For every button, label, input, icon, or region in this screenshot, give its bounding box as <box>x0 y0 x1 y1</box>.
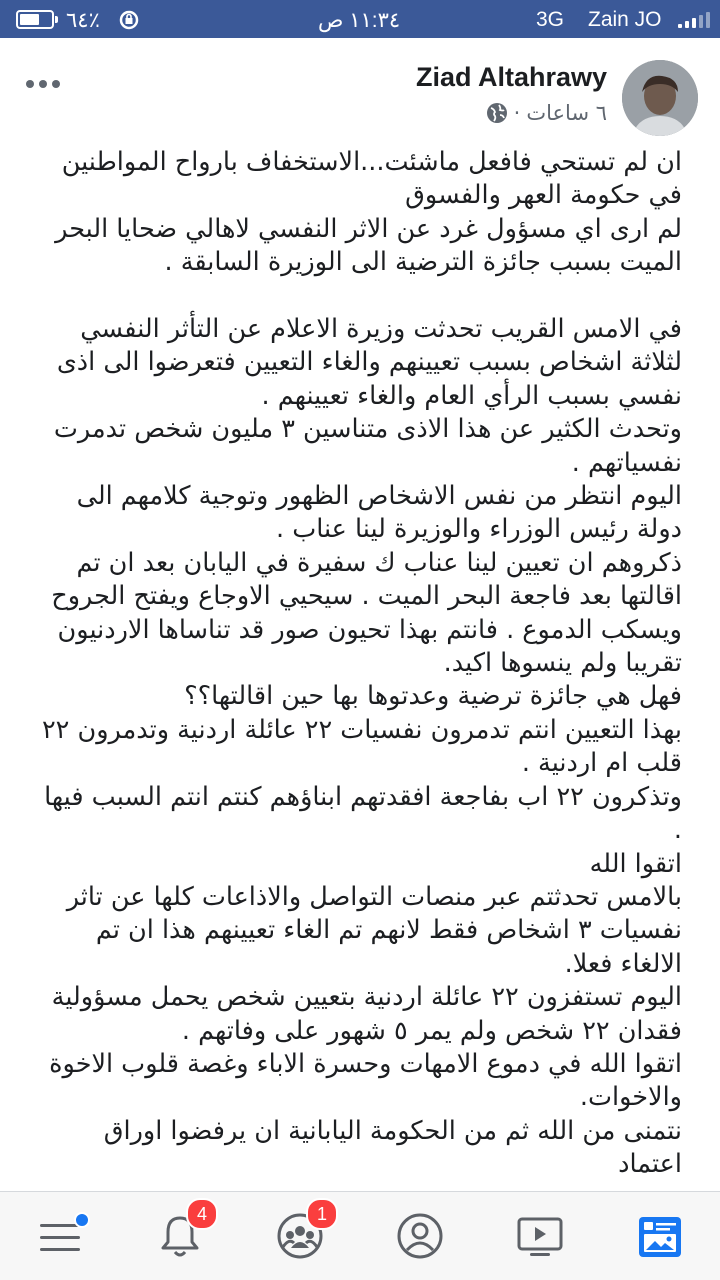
status-bar <box>0 0 720 38</box>
news-feed-tab[interactable] <box>600 1192 720 1280</box>
network-type: 3G <box>536 8 565 31</box>
carrier-name: Zain JO <box>588 8 662 31</box>
post-paragraph: بالامس تحدثتم عبر منصات التواصل والاذاعات كلها عن تاثر نفسيات ٣ اشخاص فقط لانهم تم الغاء تعيينهم هذا ان تم الالغاء فعلا. <box>66 881 682 979</box>
notifications-badge: 4 <box>186 1198 218 1230</box>
post-paragraph: ان لم تستحي فافعل ماشئت...الاستخفاف بارواح المواطنين في حكومة العهر والفسوق <box>61 147 682 211</box>
profile-icon <box>394 1210 446 1262</box>
rotation-lock-icon <box>118 10 140 30</box>
post-paragraph: وتذكرون ٢٢ اب بفاجعة افقدتهم ابناؤهم كنتم انتم السبب فيها . <box>44 781 682 846</box>
clock: ١١:٣٤ ص <box>318 9 401 32</box>
more-icon[interactable] <box>26 80 60 88</box>
watch-tab[interactable] <box>480 1192 600 1280</box>
globe-icon <box>486 102 508 124</box>
post-body <box>40 146 682 1192</box>
watch-icon <box>514 1210 566 1262</box>
post-paragraph: لم ارى اي مسؤول غرد عن الاثر النفسي لاهالي ضحايا البحر الميت بسبب جائزة الترضية الى الوزيرة السابقة . <box>55 213 682 278</box>
post-paragraph-blank <box>40 280 682 313</box>
post-paragraph: ذكروهم ان تعيين لينا عناب ك سفيرة في اليابان بعد ان تم اقالتها بعد فاجعة البحر الميت . سيحيي الاوجاع ويفتح الجروح ويسكب الدموع . فانتم بهذا تحيون صور قد تناساها الاردنيون تقريبا ولم ينسوها اكيد. <box>51 547 682 679</box>
post-paragraph: بهذا التعيين انتم تدمرون نفسيات ٢٢ عائلة اردنية وتدمرون ٢٢ قلب ام اردنية . <box>41 714 682 779</box>
news-feed-icon <box>634 1210 686 1262</box>
battery-fill <box>20 14 39 25</box>
post-meta <box>486 101 607 125</box>
post-paragraph: اليوم تستفزون ٢٢ عائلة اردنية بتعيين شخص يحمل مسؤولية فقدان ٢٢ شخص ولم يمر ٥ شهور على وفاتهم . <box>51 982 682 1046</box>
post-paragraph: في الامس القريب تحدثت وزيرة الاعلام عن التأثر النفسي لثلاثة اشخاص بسبب تعيينهم والغاء التعيين فتعرضوا الى اذى نفسي بسبب الرأي العام والغاء تعيينهم . <box>56 314 682 411</box>
post-timestamp[interactable]: ٦ ساعات <box>526 101 607 125</box>
avatar[interactable] <box>622 60 698 136</box>
post-paragraph: نتمنى من الله ثم من الحكومة اليابانية ان يرفضوا اوراق اعتماد <box>103 1115 682 1180</box>
signal-icon <box>678 12 710 28</box>
battery-icon <box>16 10 54 29</box>
post-paragraph: اتقوا الله <box>589 848 682 879</box>
post-paragraph: فهل هي جائزة ترضية وعدتوها بها حين اقالتها؟؟ <box>184 681 682 712</box>
groups-tab[interactable] <box>240 1192 360 1280</box>
bottom-nav <box>0 1191 720 1280</box>
post-paragraph: وتحدث الكثير عن هذا الاذى متناسين ٣ مليون شخص تدمرت نفسياتهم . <box>53 414 682 478</box>
battery-percent: ٦٤٪ <box>66 9 100 32</box>
menu-dot-badge <box>74 1212 90 1228</box>
menu-tab[interactable] <box>0 1192 120 1280</box>
groups-badge: 1 <box>306 1198 338 1230</box>
notifications-tab[interactable] <box>120 1192 240 1280</box>
post-paragraph: اليوم انتظر من نفس الاشخاص الظهور وتوجية كلامهم الى دولة رئيس الوزراء والوزيرة لينا عناب . <box>76 481 682 545</box>
author-name[interactable]: Ziad Altahrawy <box>415 62 607 92</box>
profile-tab[interactable] <box>360 1192 480 1280</box>
post-paragraph: اتقوا الله في دموع الامهات وحسرة الاباء وغصة قلوب الاخوة والاخوات. <box>49 1048 682 1113</box>
meta-separator: · <box>513 101 521 125</box>
